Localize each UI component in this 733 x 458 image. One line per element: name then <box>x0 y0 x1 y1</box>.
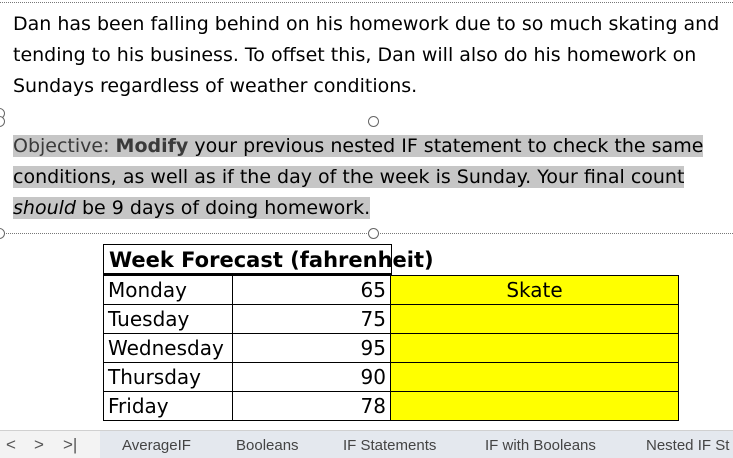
textbox-border-bottom <box>0 233 733 234</box>
table-row <box>104 363 679 392</box>
table-header-cell[interactable]: Week Forecast (fahrenheit) <box>103 244 392 275</box>
temperature-cell[interactable]: 95 <box>233 334 391 363</box>
instruction-text: Dan has been falling behind on his homework due to so much skating and tending to his business. To offset this, Dan will also do his homework on Sundays regardless of weather conditions. <box>13 13 720 97</box>
temperature-cell[interactable]: 90 <box>233 363 391 392</box>
day-cell[interactable]: Wednesday <box>104 334 233 363</box>
objective-italic: should <box>13 197 76 219</box>
textbox-border-top <box>0 2 733 3</box>
resize-handle-bottom[interactable] <box>368 228 379 239</box>
result-cell[interactable] <box>391 305 679 334</box>
objective-part1: your previous nested IF statement to check the same conditions, as well as if the day of the week is Sunday. Your final count <box>13 135 704 188</box>
prev-sheet-button[interactable]: < <box>6 435 16 454</box>
spreadsheet-area[interactable] <box>0 240 733 430</box>
day-cell[interactable]: Thursday <box>104 363 233 392</box>
next-sheet-button[interactable]: > <box>34 435 44 454</box>
objective-bold: Modify <box>115 135 189 157</box>
result-cell[interactable] <box>391 392 679 421</box>
table-row <box>104 392 679 421</box>
day-cell[interactable]: Friday <box>104 392 233 421</box>
objective-label: Objective: <box>13 135 110 157</box>
table-row <box>104 305 679 334</box>
temperature-cell[interactable]: 65 <box>233 276 391 305</box>
tab-if-with-booleans[interactable]: IF with Booleans <box>485 437 596 454</box>
forecast-table <box>103 275 679 421</box>
result-cell[interactable] <box>391 334 679 363</box>
day-cell[interactable]: Tuesday <box>104 305 233 334</box>
tab-strip <box>100 431 733 458</box>
tab-booleans[interactable]: Booleans <box>236 437 299 454</box>
resize-handle-bottom-left[interactable] <box>0 228 5 239</box>
day-cell[interactable]: Monday <box>104 276 233 305</box>
resize-handle-top[interactable] <box>368 116 379 127</box>
resize-handle-top-left[interactable] <box>0 116 5 127</box>
temperature-cell[interactable]: 78 <box>233 392 391 421</box>
tab-if-statements[interactable]: IF Statements <box>343 437 437 454</box>
objective-text <box>13 131 728 224</box>
tab-nested-if[interactable]: Nested IF St <box>646 437 730 454</box>
temperature-cell[interactable]: 75 <box>233 305 391 334</box>
table-row <box>104 334 679 363</box>
result-cell[interactable]: Skate <box>391 276 679 305</box>
table-row <box>104 276 679 305</box>
sheet-tab-bar <box>0 430 733 458</box>
objective-part2: be 9 days of doing homework. <box>75 197 371 219</box>
result-cell[interactable] <box>391 363 679 392</box>
last-sheet-button[interactable]: >| <box>63 435 78 454</box>
tab-averageif[interactable]: AverageIF <box>122 437 191 454</box>
